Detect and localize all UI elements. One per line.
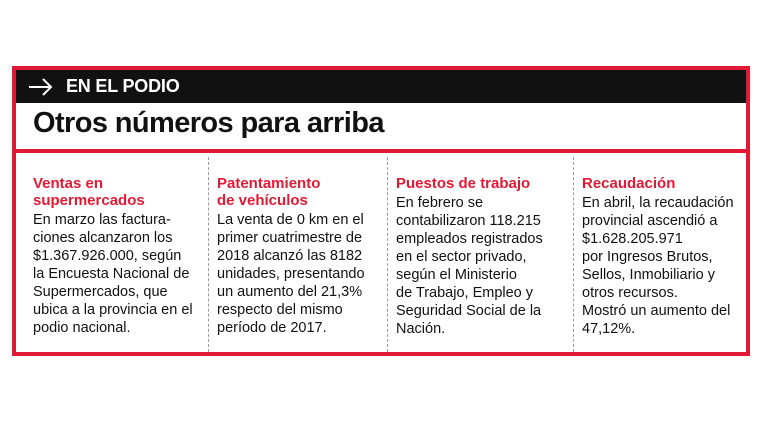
- infographic-box: [12, 66, 750, 356]
- column-ventas: [33, 157, 207, 352]
- column-title: Puestos de trabajo: [396, 175, 531, 192]
- header-bar: [16, 70, 746, 103]
- title-row: [16, 103, 746, 153]
- column-recaudacion: [573, 157, 743, 352]
- page-title: Otros números para arriba: [33, 107, 384, 139]
- columns: [16, 157, 746, 352]
- column-body: En febrero se contabilizaron 118.215 empleados registrados en el sector privado, según el Ministerio de Trabajo, Empleo y Seguridad Social de la Nación.: [396, 195, 543, 337]
- column-title: Patentamiento de vehículos: [217, 175, 321, 209]
- column-puestos: [387, 157, 567, 352]
- column-body: En marzo las factura- ciones alcanzaron los $1.367.926.000, según la Encuesta Nacional de Supermercados, que ubica a la provincia en el podio nacional.: [33, 212, 193, 336]
- column-title: Ventas en supermercados: [33, 175, 145, 209]
- column-patentamiento: [208, 157, 384, 352]
- column-body: En abril, la recaudación provincial ascendió a $1.628.205.971 por Ingresos Brutos, Sellos, Inmobiliario y otros recursos. Mostró un aumento del 47,12%.: [582, 195, 734, 337]
- arrow-right-icon: [28, 77, 54, 97]
- header-label: EN EL PODIO: [66, 76, 180, 96]
- column-title: Recaudación: [582, 175, 676, 192]
- column-body: La venta de 0 km en el primer cuatrimestre de 2018 alcanzó las 8182 unidades, presentando un aumento del 21,3% respecto del mismo período de 2017.: [217, 212, 365, 336]
